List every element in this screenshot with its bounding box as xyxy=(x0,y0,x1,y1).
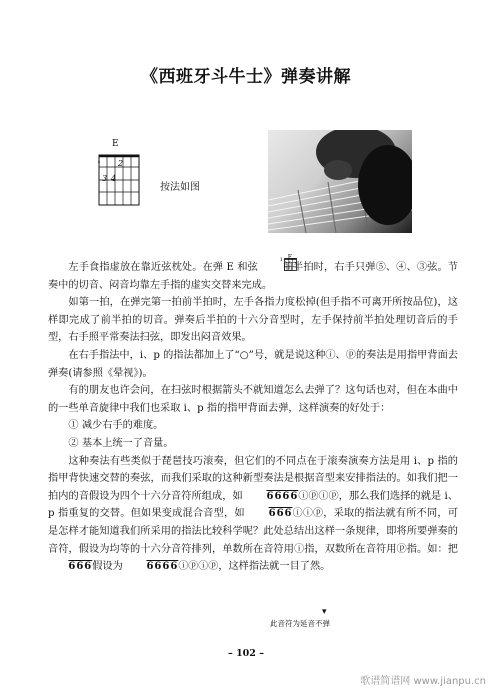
chord-name: E xyxy=(112,139,119,149)
paragraph: 有的朋友也许会问，在扫弦时根据箭头不就知道怎么去弹了？这句话也对，但在本曲中的一些单音旋律中我们也采取 i、p 指的指甲背面去弹，这样演奏的好处于： xyxy=(48,385,458,414)
notation-fingers: ⓘⓘⓟ xyxy=(292,508,324,520)
down-arrow-icon: ▾ xyxy=(322,607,327,617)
list-item: ① 减少右手的难度。 xyxy=(68,420,164,432)
hand-photo xyxy=(268,130,412,233)
list-item: ② 基本上统一了音量。 xyxy=(68,437,174,449)
inline-chord-e: 1 E xyxy=(263,258,277,274)
paragraph: 左手食指虚放在靠近弦枕处。在弹 E 和弦 1 E 前半拍时，右手只弹⑤、④、③弦。节奏中的切音、闷音均靠左手指的虚实交替来完成。 xyxy=(48,254,458,291)
page-number: – 102 – xyxy=(228,648,264,659)
notation-fingers: ⓘⓟⓘⓟ xyxy=(178,561,219,573)
watermark: 歌谱简谱网 www.jianpu.cn xyxy=(360,676,486,687)
finger-number: 3 xyxy=(102,174,108,183)
paragraph: 这种奏法有些类似于琵琶技巧滚奏，但它们的不同点在于滚奏演奏方法是用 i、p 指的指甲背快速交替的奏弦，而我们采取的这种新型奏法是根据音型来安排指法的。如我们把一拍内的音假设为四个十六分音符所组成，如 6666ⓘⓟⓘⓟ，那么我们选择的就是 i、p 指重复的交替。但如果变成混合音型，如 666ⓘⓘⓟ，采取的指法就有所不同，可是怎样才能知道我们所采用的指法比较科学呢？此处总结出这样一条规律，即将所要弹奏的音符，假设为均等的十六分音符排列，单数所在音符用ⓘ指，双数所在音符用ⓟ指。如：把 666假设为 6666ⓘⓟⓘⓟ，这样指法就一目了然。 xyxy=(48,453,458,576)
article-body xyxy=(48,254,459,576)
finger-number: 4 xyxy=(111,174,117,183)
chord-diagram-e xyxy=(92,139,152,212)
notation-fingers: ⓘⓟⓘⓟ xyxy=(298,490,339,502)
finger-number: 2 xyxy=(118,159,124,168)
notation-sixteenths: 6666 xyxy=(266,490,299,502)
guitar-neck-illustration xyxy=(268,130,412,233)
notation-assumed: 6666 xyxy=(146,561,179,573)
page-title: 《西班牙斗牛士》弹奏讲解 xyxy=(141,67,351,87)
paragraph: 如第一拍，在弹完第一拍前半拍时，左手各指力度松掉(但手指不可离开所按品位)，这样即完成了前半拍的切音。弹奏后半拍的十六分音型时，左手保持前半拍处理切音后的手型，右手照平常奏法扫弦，即发出闷音效果。 xyxy=(48,297,458,344)
notation-example: 666 xyxy=(68,561,93,573)
fingering-caption: 按法如图 xyxy=(160,182,200,193)
notation-annotation: 此音符为延音不弹 xyxy=(270,619,330,628)
paragraph: 在右手指法中，i、p 的指法都加上了“○”号，就是说这种ⓘ、ⓟ的奏法是用指甲背面去弹奏(请参照《晕视》)。 xyxy=(48,349,458,379)
notation-mixed: 666 xyxy=(268,508,293,520)
